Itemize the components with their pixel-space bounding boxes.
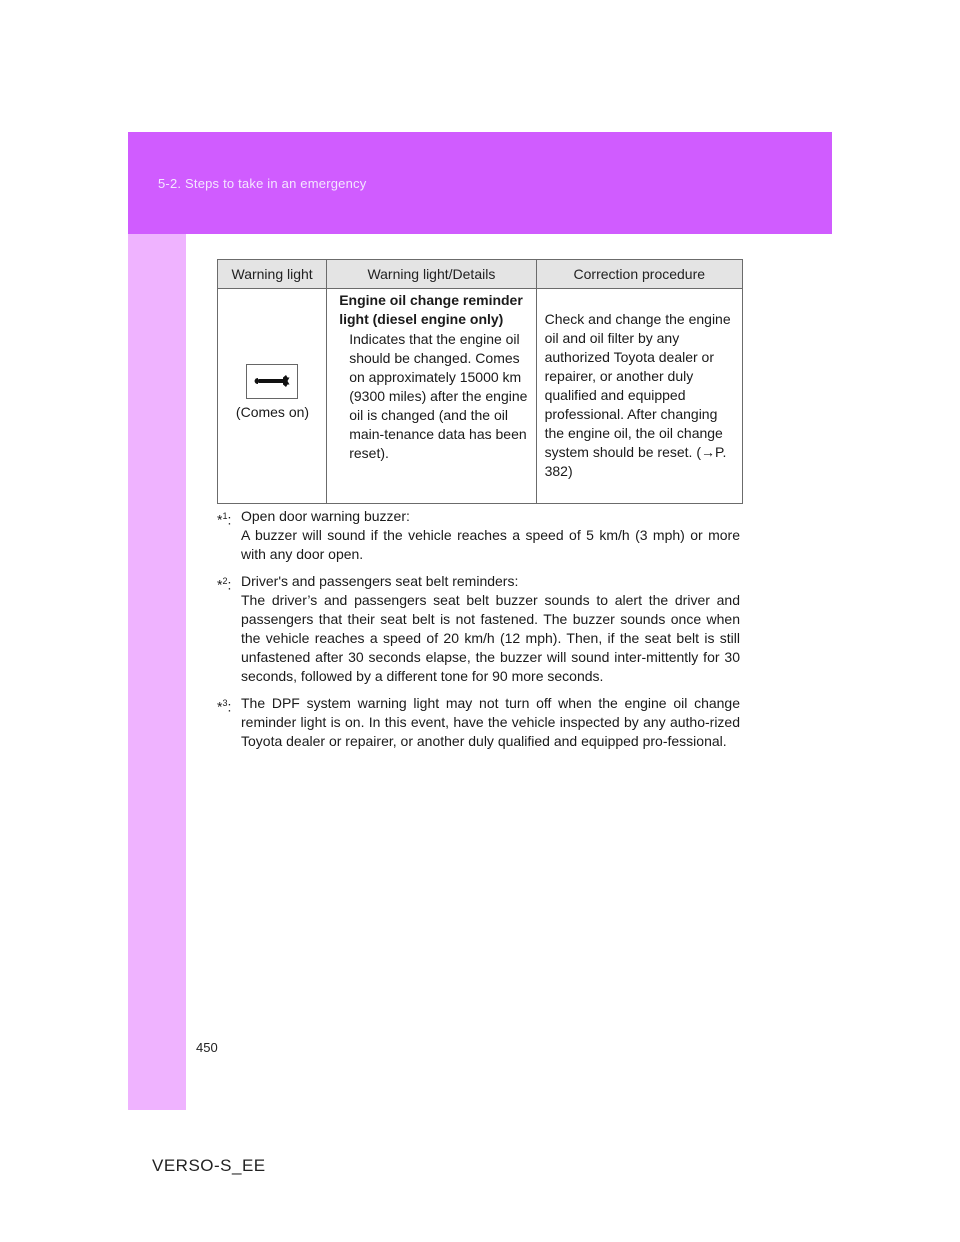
footer-code: VERSO-S_EE [152,1156,266,1175]
warning-light-cell [218,289,327,504]
footnote-title: Open door warning buzzer: [241,508,410,524]
footnote-body: A buzzer will sound if the vehicle reaches a speed of 5 km/h (3 mph) or more with any door open. [241,527,740,562]
footnote-marker: *$^2$: [217,576,232,593]
table-header-row [218,260,743,289]
footnote-marker: *$^1$: [217,511,232,528]
header-correction: Correction procedure [536,260,742,289]
header-details: Warning light/Details [327,260,536,289]
header-warning-light: Warning light [218,260,327,289]
footnote-1 [217,507,740,564]
details-body: Indicates that the engine oil should be changed. Comes on approximately 15000 km (9300 miles) after the engine oil is changed (and the oil main-tenance data has been reset). [349,331,528,461]
section-title: 5-2. Steps to take in an emergency [158,176,367,191]
footnote-body: The DPF system warning light may not turn off when the engine oil change reminder light is on. In this event, have the vehicle inspected by any autho-rized Toyota dealer or repairer, or another duly qualified and equipped pro-fessional. [241,695,740,749]
table-row [218,289,743,504]
warning-light-table [217,259,743,504]
correction-cell: Check and change the engine oil and oil filter by any authorized Toyota dealer or repairer, or another duly qualified and equipped professional. After changing the engine oil, the oil change system should be reset. (→P. 382) [536,289,742,504]
wrench-icon [246,364,298,399]
side-strip [128,234,186,1110]
section-header-band [128,132,832,234]
details-cell [327,289,536,504]
footnote-3 [217,694,740,751]
light-caption: (Comes on) [235,404,310,420]
footnote-body: The driver’s and passengers seat belt buzzer sounds to alert the driver and passengers that their seat belt is not fastened. The buzzer sounds once when the vehicle reaches a speed of 20 km/h (12 mph). Then, if the seat belt is still unfastened after 30 seconds elapse, the buzzer will sound inter-mittently for 30 seconds, followed by a different tone for 90 more seconds. [241,592,740,684]
footnotes [217,507,740,759]
footnote-title: Driver's and passengers seat belt reminders: [241,573,519,589]
footnote-marker: *$^3$: [217,698,232,715]
page-number: 450 [196,1040,218,1055]
details-title: Engine oil change reminder light (diesel engine only) [339,292,523,327]
footnote-2 [217,572,740,686]
